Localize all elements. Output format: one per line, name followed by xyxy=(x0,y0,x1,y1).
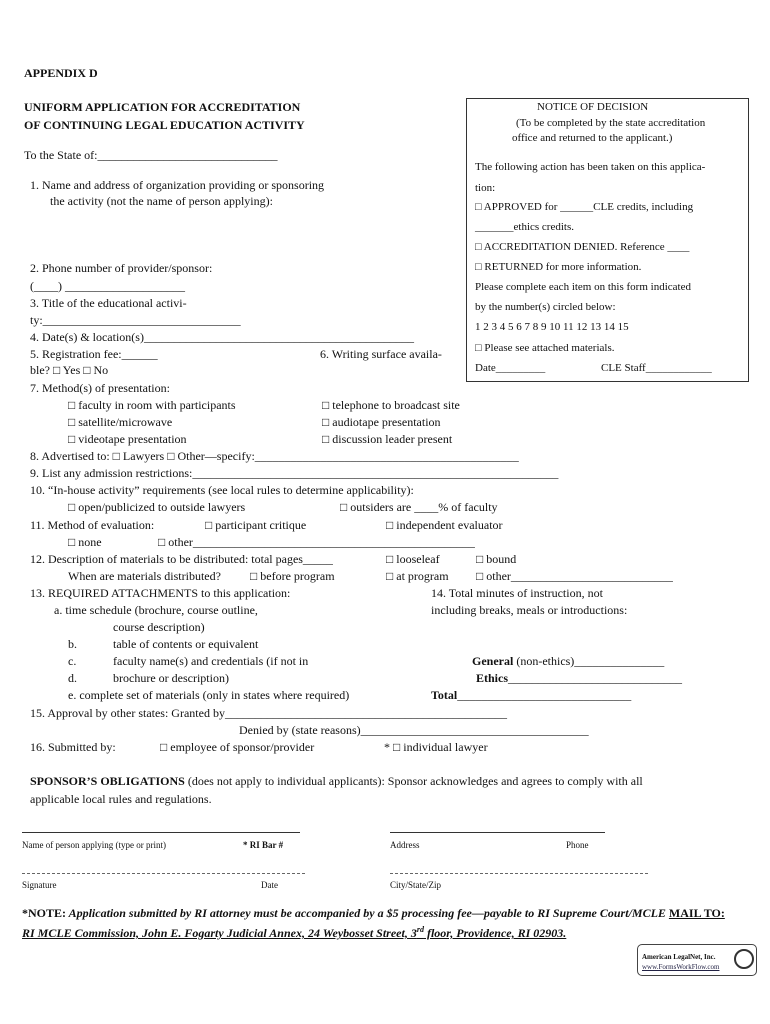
name-label: Name of person applying (type or print) xyxy=(22,840,166,850)
note-address-end: floor, Providence, RI 02903. xyxy=(423,926,567,940)
notice-subtitle-1: (To be completed by the state accreditation xyxy=(516,117,706,129)
attachment-a: a. time schedule (brochure, course outline, xyxy=(54,603,258,617)
materials-at-checkbox[interactable]: □ at program xyxy=(386,569,449,583)
name-line[interactable] xyxy=(22,832,300,833)
item-6-options[interactable]: ble? □ Yes □ No xyxy=(30,363,109,377)
form-title-line2: OF CONTINUING LEGAL EDUCATION ACTIVITY xyxy=(24,118,305,132)
notice-line-1: The following action has been taken on this applica- xyxy=(475,161,706,173)
city-line[interactable] xyxy=(390,873,648,874)
state-field[interactable]: To the State of:______________________________ xyxy=(24,148,278,162)
item-14-label-cont: including breaks, meals or introductions: xyxy=(431,603,628,617)
note-prefix: *NOTE: xyxy=(22,906,67,920)
item-3-label: 3. Title of the educational activi- xyxy=(30,296,187,310)
attachment-c: faculty name(s) and credentials (if not in xyxy=(113,654,309,668)
notice-item-numbers: 1 2 3 4 5 6 7 8 9 10 11 12 13 14 15 xyxy=(475,321,629,333)
attachment-a-cont: course description) xyxy=(113,620,205,634)
attachment-d-letter: d. xyxy=(68,671,77,685)
address-label: Address xyxy=(390,840,420,850)
logo-url[interactable]: www.FormsWorkFlow.com xyxy=(642,963,720,971)
item-15-denied[interactable]: Denied by (state reasons)______________________________________ xyxy=(239,723,589,737)
notice-subtitle-2: office and returned to the applicant.) xyxy=(512,132,673,144)
sponsor-obligations-heading: SPONSOR’S OBLIGATIONS xyxy=(30,774,185,788)
notice-title: NOTICE OF DECISION xyxy=(537,101,649,113)
item-3-title-field[interactable]: ty:_________________________________ xyxy=(30,313,241,327)
method-satellite-checkbox[interactable]: □ satellite/microwave xyxy=(68,415,173,429)
eval-other-checkbox[interactable]: □ other_______________________________________________ xyxy=(158,535,475,549)
method-telephone-checkbox[interactable]: □ telephone to broadcast site xyxy=(322,398,460,412)
signature-label: Signature xyxy=(22,880,57,890)
attachment-d: brochure or description) xyxy=(113,671,229,685)
item-15-granted[interactable]: 15. Approval by other states: Granted by_______________________________________________ xyxy=(30,706,507,720)
phone-label: Phone xyxy=(566,840,589,850)
item-2-label: 2. Phone number of provider/sponsor: xyxy=(30,261,213,275)
legalnet-emblem-icon xyxy=(734,949,754,969)
item-14-label: 14. Total minutes of instruction, not xyxy=(431,586,603,600)
materials-bound-checkbox[interactable]: □ bound xyxy=(476,552,517,566)
note-line-1 xyxy=(22,906,725,920)
note-line-2 xyxy=(22,923,566,940)
ethics-label: Ethics xyxy=(476,671,509,685)
eval-critique-checkbox[interactable]: □ participant critique xyxy=(205,518,307,532)
notice-line-7: Please complete each item on this form indicated xyxy=(475,281,691,293)
item-11-label: 11. Method of evaluation: xyxy=(30,518,155,532)
notice-line-2: tion: xyxy=(475,182,496,194)
total-minutes-field[interactable] xyxy=(431,688,631,702)
method-discussion-checkbox[interactable]: □ discussion leader present xyxy=(322,432,453,446)
notice-date-field[interactable]: Date_________ xyxy=(475,362,546,374)
attachment-b: table of contents or equivalent xyxy=(113,637,259,651)
note-address: RI MCLE Commission, John E. Fogarty Judicial Annex, 24 Weybosset Street, 3 xyxy=(22,926,417,940)
notice-denied-option[interactable]: □ ACCREDITATION DENIED. Reference ____ xyxy=(475,241,690,253)
logo-company: American LegalNet, Inc. xyxy=(642,953,716,961)
total-blank: _____________________________ xyxy=(457,688,632,702)
sponsor-obligations xyxy=(30,774,643,788)
general-minutes-field[interactable] xyxy=(472,654,664,668)
notice-approved-option[interactable]: □ APPROVED for ______CLE credits, including xyxy=(475,201,694,213)
item-12-when-label: When are materials distributed? xyxy=(68,569,221,583)
appendix-label: APPENDIX D xyxy=(24,66,98,80)
submitted-employee-checkbox[interactable]: □ employee of sponsor/provider xyxy=(160,740,315,754)
bar-label: * RI Bar # xyxy=(243,840,284,850)
method-faculty-checkbox[interactable]: □ faculty in room with participants xyxy=(68,398,236,412)
inhouse-outsiders-checkbox[interactable]: □ outsiders are ____% of faculty xyxy=(340,500,498,514)
eval-independent-checkbox[interactable]: □ independent evaluator xyxy=(386,518,503,532)
attachment-e: e. complete set of materials (only in states where required) xyxy=(68,688,350,702)
attachment-b-letter: b. xyxy=(68,637,77,651)
ethics-minutes-field[interactable] xyxy=(476,671,682,685)
notice-line-8: by the number(s) circled below: xyxy=(475,301,616,313)
item-6-label: 6. Writing surface availa- xyxy=(320,347,442,361)
item-12-label[interactable]: 12. Description of materials to be distributed: total pages_____ xyxy=(30,552,333,566)
form-title-line1: UNIFORM APPLICATION FOR ACCREDITATION xyxy=(24,100,301,114)
materials-looseleaf-checkbox[interactable]: □ looseleaf xyxy=(386,552,440,566)
general-blank: (non-ethics)_______________ xyxy=(513,654,665,668)
materials-other-checkbox[interactable]: □ other___________________________ xyxy=(476,569,673,583)
attachment-c-letter: c. xyxy=(68,654,77,668)
method-videotape-checkbox[interactable]: □ videotape presentation xyxy=(68,432,187,446)
item-1-label: 1. Name and address of organization providing or sponsoring xyxy=(30,178,325,192)
item-10-label: 10. “In-house activity” requirements (see local rules to determine applicability): xyxy=(30,483,414,497)
method-audiotape-checkbox[interactable]: □ audiotape presentation xyxy=(322,415,441,429)
item-7-label: 7. Method(s) of presentation: xyxy=(30,381,170,395)
ethics-blank: _____________________________ xyxy=(508,671,683,685)
note-text: Application submitted by RI attorney must be accompanied by a $5 processing fee—payable to RI Supreme Court/MCLE xyxy=(66,906,669,920)
item-4-dates-field[interactable]: 4. Date(s) & location(s)_____________________________________________ xyxy=(30,330,414,344)
signature-line[interactable] xyxy=(22,873,305,874)
notice-attached-option[interactable]: □ Please see attached materials. xyxy=(475,342,615,354)
item-13-label: 13. REQUIRED ATTACHMENTS to this application: xyxy=(30,586,291,600)
item-2-phone-field[interactable]: (____) ____________________ xyxy=(30,279,185,293)
note-sup: rd xyxy=(416,925,424,934)
item-1-label-cont: the activity (not the name of person applying): xyxy=(50,194,273,208)
eval-none-checkbox[interactable]: □ none xyxy=(68,535,102,549)
date-label: Date xyxy=(261,880,278,890)
sponsor-obligations-cont: applicable local rules and regulations. xyxy=(30,792,212,806)
inhouse-open-checkbox[interactable]: □ open/publicized to outside lawyers xyxy=(68,500,246,514)
item-16-label: 16. Submitted by: xyxy=(30,740,116,754)
submitted-lawyer-checkbox[interactable]: * □ individual lawyer xyxy=(384,740,488,754)
item-8-advertised[interactable]: 8. Advertised to: □ Lawyers □ Other—specify:____________________________________________ xyxy=(30,449,519,463)
notice-ethics-credits[interactable]: _______ethics credits. xyxy=(475,221,574,233)
note-mail-to: MAIL TO: xyxy=(668,906,725,920)
total-label: Total xyxy=(431,688,458,702)
address-line[interactable] xyxy=(390,832,605,833)
materials-before-checkbox[interactable]: □ before program xyxy=(250,569,335,583)
sponsor-obligations-text: (does not apply to individual applicants): Sponsor acknowledges and agrees to comply with all xyxy=(184,774,643,788)
city-label: City/State/Zip xyxy=(390,880,441,890)
general-label: General xyxy=(472,654,514,668)
notice-staff-field[interactable]: CLE Staff____________ xyxy=(601,362,712,374)
notice-returned-option[interactable]: □ RETURNED for more information. xyxy=(475,261,642,273)
item-9-restrictions[interactable]: 9. List any admission restrictions:_____________________________________________________________ xyxy=(30,466,559,480)
item-5-fee-field[interactable]: 5. Registration fee:______ xyxy=(30,347,158,361)
